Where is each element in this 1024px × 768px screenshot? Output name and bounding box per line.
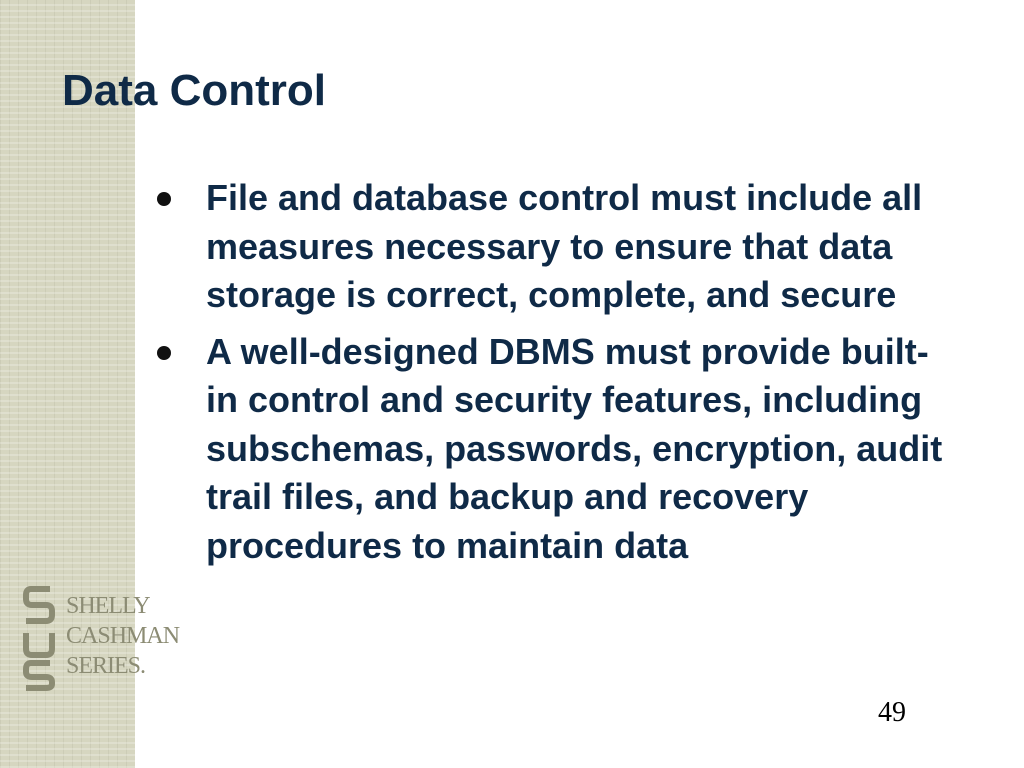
bullet-item [155,174,960,320]
logo-word-series: SERIES. [66,653,146,679]
page-number: 49 [878,697,906,728]
bullet-dot-icon [157,346,171,360]
bullet-text: A well-designed DBMS must provide built-in control and security features, including subschemas, passwords, encryption, audit trail files, and backup and recovery procedures to maintain data [206,330,943,566]
logo-wordmark [66,591,179,681]
logo-word-cashman: CASHMAN [66,623,180,649]
bullet-list [155,174,960,578]
shelly-cashman-logo [22,583,180,695]
bullet-item [155,328,960,571]
bullet-text: File and database control must include all measures necessary to ensure that data storage is correct, complete, and secure [206,177,923,315]
logo-word-shelly: SHELLY [66,593,150,619]
bullet-dot-icon [157,192,171,206]
scs-logo-mark-icon [22,583,56,691]
slide-title: Data Control [62,66,326,115]
